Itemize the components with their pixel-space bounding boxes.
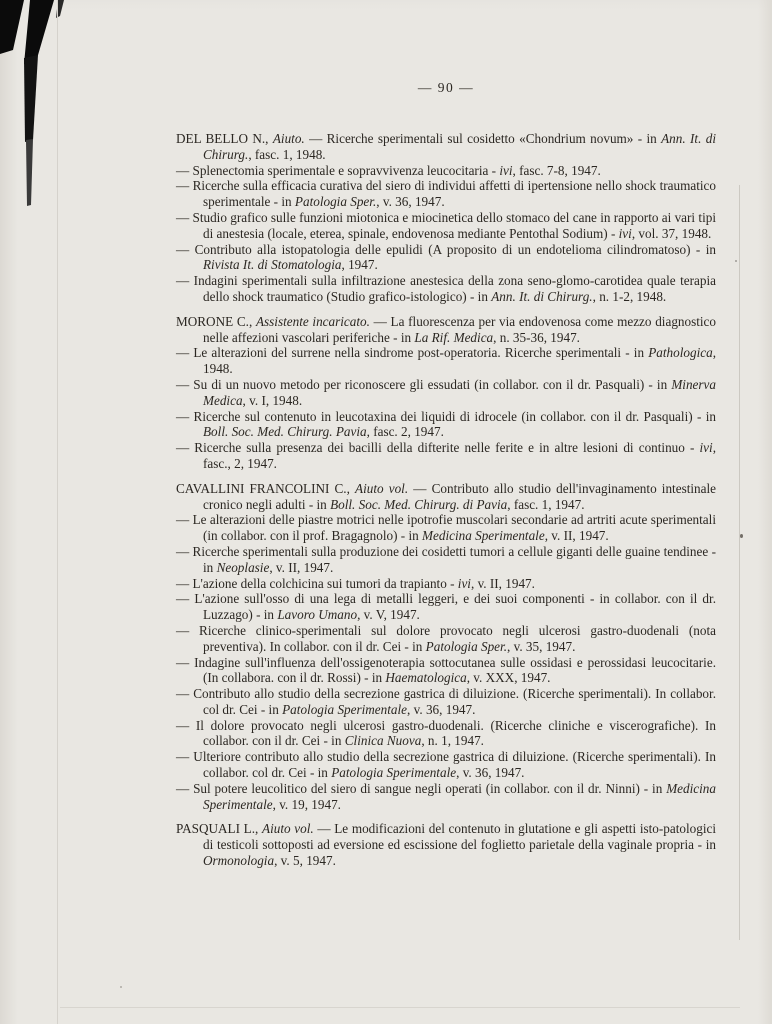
text-segment: — La fluorescenza per via endovenosa come mezzo diagnostico nelle affezioni vascolari periferiche - in [203,313,717,345]
text-segment: — Contributo alla istopatologia delle epulidi (A proposito di un endotelioma cilindromatoso) - in [176,241,716,257]
text-segment: , v. II, 1947. [470,575,535,591]
bibliography-paragraph [176,576,716,592]
bibliography-entry [176,821,716,868]
text-segment: — Le modificazioni del contenuto in glutatione e gli aspetti isto-patologici di testicoli sottoposti ad eversione ed escissione del foglietto parietale della vaginale propria - in [203,821,717,853]
journal-title: Rivista It. di Stomatologia [203,257,342,273]
journal-title: Neoplasie [216,559,270,575]
journal-title: Pathologica [648,345,713,361]
bibliography-paragraph [176,178,716,210]
bibliography-paragraph [176,345,716,377]
bibliography-entry [176,314,716,472]
bibliography-paragraph [176,655,716,687]
text-segment: , v. 19, 1947. [272,796,341,812]
text-segment: — Il dolore provocato negli ulcerosi gastro-duodenali. (Ricerche cliniche e viscerografiche). In collabor. con il dr. Cei - in [176,717,716,749]
journal-title: Boll. Soc. Med. Chirurg. di Pavia [330,496,508,512]
bibliography-paragraph [176,131,716,163]
journal-title: Medicina Sperimentale [422,528,545,544]
text-segment: , v. 36, 1947. [456,765,525,781]
text-segment: — Ulteriore contributo allo studio della secrezione gastrica di diluizione. (Ricerche sperimentali). In collabor. col dr. Cei - in [176,749,716,781]
journal-title: ivi [499,162,513,178]
bibliography-paragraph [176,749,716,781]
text-segment: , vol. 37, 1948. [631,225,712,241]
bibliography-paragraph [176,440,716,472]
text-segment: , v. 36, 1947. [407,701,476,717]
text-segment: , v. 5, 1947. [274,853,336,869]
bibliography-paragraph [176,512,716,544]
text-segment: — Indagini sperimentali sulla infiltrazione anestesica della zona seno-glomo-carotidea quale terapia dello shock traumatico (Studio grafico-istologico) - in [176,273,716,304]
text-segment: — Studio grafico sulle funzioni miotonica e miocinetica dello stomaco del cane in rapporto ai vari tipi di anestesia (locale, eterea, spinale, endovenosa mediante Pentothal Sodium) - [176,209,716,241]
text-segment: — Ricerche sulla presenza dei bacilli della difterite nelle ferite e in altre lesioni di continuo - [176,440,700,456]
text-segment: — Ricerche sulla efficacia curativa del siero di individui affetti di ipertensione nello shock traumatico sperimentale - in [176,178,716,210]
bibliography-paragraph [176,242,716,274]
journal-title: Haematologica [385,670,467,686]
bibliography-paragraph [176,544,716,576]
bibliography-entry [176,481,716,813]
text-segment: — Ricerche sul contenuto in leucotaxina dei liquidi di idrocele (in collabor. con il dr. Pasquali) - in [176,408,716,424]
text-segment: — Ricerche clinico-sperimentali sul dolore provocato negli ulcerosi gastro-duodenali (nota preventiva). In collabor. con il dr. Cei - in [176,622,716,654]
text-segment: , fasc. 2, 1947. [366,424,444,440]
journal-title: ivi [618,225,632,241]
bibliography-paragraph [176,718,716,750]
text-segment: , fasc. 7-8, 1947. [512,162,601,178]
text-segment: , fasc. 1, 1947. [507,496,585,512]
journal-title: Minerva Medica [203,376,716,408]
bibliography-paragraph [176,481,716,513]
journal-title: Ann. It. di Chirurg. [491,288,593,304]
text-segment: , v. II, 1947. [269,559,334,575]
text-segment: , v. V, 1947. [357,607,420,623]
text-segment: — Le alterazioni delle piastre motrici nelle ipotrofie muscolari secondarie ad artriti acute sperimentali (in collabor. con il prof. Bragagnolo) - in [176,512,716,544]
text-segment: — L'azione sull'osso di una lega di metalli leggeri, e dei suoi componenti - in collabor. con il dr. Luzzago) - in [176,591,716,623]
bibliography-paragraph [176,591,716,623]
journal-title: Aiuto vol. [262,821,314,837]
text-segment: — Contributo allo studio della secrezione gastrica di diluizione. (Ricerche sperimentali). In collabor. col dr. Cei - in [176,686,716,717]
journal-title: Patologia Sper. [294,194,377,210]
bibliography-entry [176,131,716,305]
journal-title: Medicina Sperimentale [203,780,716,812]
journal-title: La Rif. Medica [414,329,494,345]
text-segment: , n. 35-36, 1947. [493,329,580,345]
journal-title: Patologia Sperimentale [331,765,457,781]
text-segment: , fasc. 1, 1948. [248,146,326,162]
journal-title: Assistente incaricato. [255,313,370,329]
journal-title: Aiuto. [272,131,305,146]
text-segment: — Splenectomia sperimentale e sopravvivenza leucocitaria - [176,162,500,178]
page-number: — 90 — [417,80,475,95]
journal-title: ivi [699,440,713,456]
text-segment: , n. 1-2, 1948. [592,288,667,304]
bibliography-paragraph [176,314,716,346]
bibliography-paragraph [176,377,716,409]
journal-title: Lavoro Umano [277,607,358,623]
text-segment: CAVALLINI FRANCOLINI C., [176,480,356,496]
text-segment: , v. 35, 1947. [507,638,576,654]
text-segment: , fasc., 2, 1947. [203,440,716,471]
bibliography-paragraph [176,409,716,441]
text-segment: — Le alterazioni del surrene nella sindrome post-operatoria. Ricerche sperimentali - in [176,345,649,361]
text-segment: , v. I, 1948. [242,392,303,408]
text-segment: — Ricerche sperimentali sulla produzione dei cosidetti tumori a cellule giganti delle guaine tendinee - in [176,543,716,575]
text-segment: DEL BELLO N., [176,131,273,146]
journal-title: Patologia Sperimentale [282,701,408,717]
journal-title: Clinica Nuova [344,733,422,749]
text-segment: — Sul potere leucolitico del siero di sangue negli operati (in collabor. con il dr. Ninni) - in [176,780,667,796]
text-segment: , n. 1, 1947. [421,733,484,749]
bibliography-paragraph [176,686,716,718]
text-segment: — Indagine sull'influenza dell'ossigenoterapia sottocutanea sulle ossidasi e perossidasi leucocitarie. (In collabora. con il dr. Rossi) - in [176,654,716,686]
bibliography [176,131,716,869]
bibliography-paragraph [176,273,716,305]
text-segment: , v. XXX, 1947. [466,670,551,686]
journal-title: Aiuto vol. [355,480,409,496]
journal-title: ivi [457,575,471,591]
journal-title: Ann. It. di Chirurg. [203,131,716,162]
text-segment: , 1947. [341,257,378,273]
text-segment: , v. 36, 1947. [376,194,445,210]
text-segment: MORONE C., [176,313,256,329]
text-segment: — Su di un nuovo metodo per riconoscere gli essudati (in collabor. con il dr. Pasquali) - in [176,376,672,392]
bibliography-paragraph [176,821,716,868]
journal-title: Boll. Soc. Med. Chirurg. Pavia [203,424,367,440]
bibliography-paragraph [176,210,716,242]
text-segment: — L'azione della colchicina sui tumori da trapianto - [176,575,458,591]
text-segment: — Contributo allo studio dell'invaginamento intestinale cronico negli adulti - in [203,480,716,512]
bibliography-paragraph [176,781,716,813]
text-segment: — Ricerche sperimentali sul cosidetto «Chondrium novum» - in [304,131,662,146]
text-segment: , v. II, 1947. [544,528,609,544]
text-segment: , 1948. [203,345,716,377]
journal-title: Patologia Sper. [425,638,507,654]
text-segment: PASQUALI L., [176,821,263,837]
journal-title: Ormonologia [203,853,275,869]
bibliography-paragraph [176,163,716,179]
bibliography-paragraph [176,623,716,655]
